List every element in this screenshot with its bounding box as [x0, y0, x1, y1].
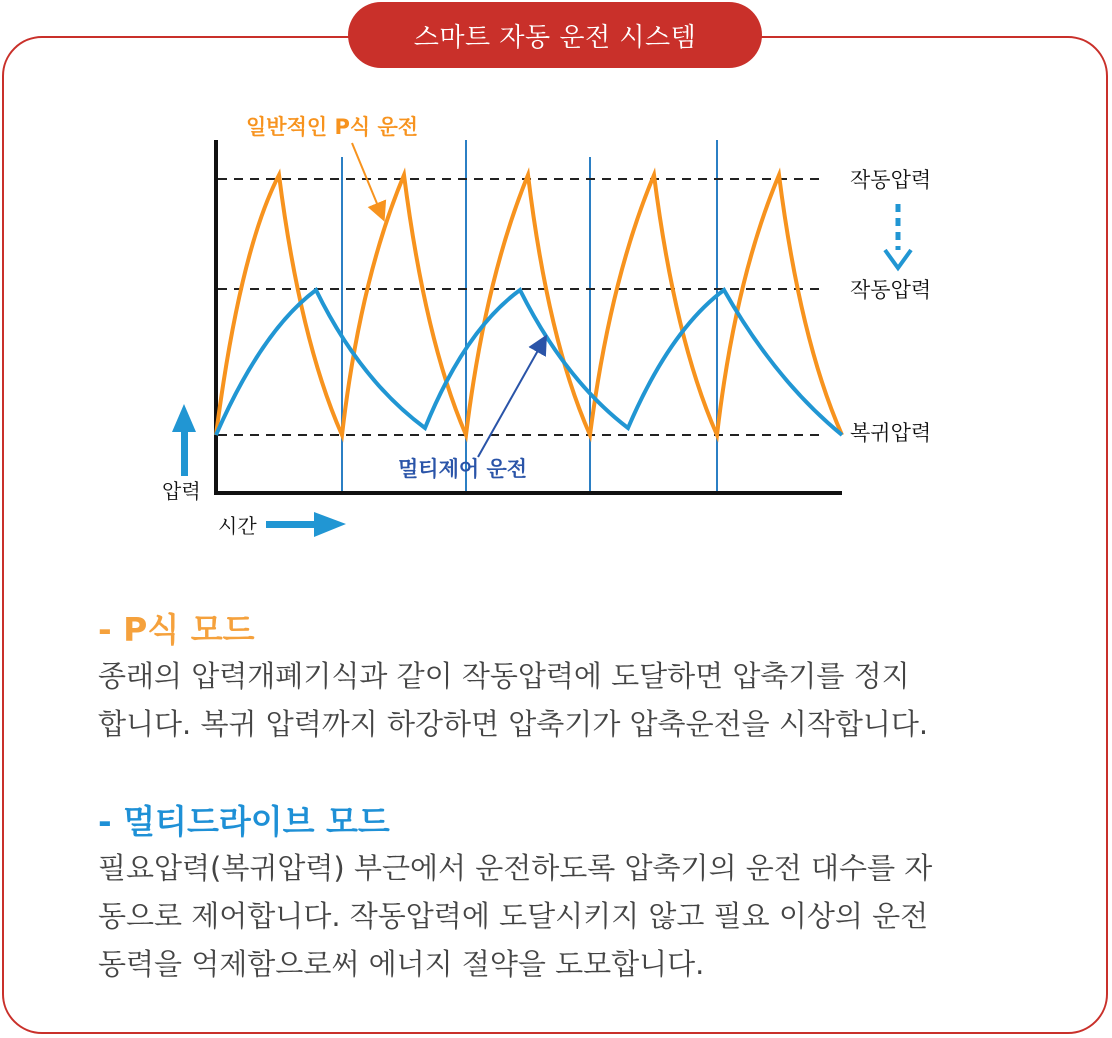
p-mode-description [98, 652, 1058, 748]
work-pressure-label-top: 작동압력 [850, 168, 932, 192]
p-mode-title: - P식 모드 [98, 610, 255, 649]
y-axis-label: 압력 [162, 479, 201, 503]
work-pressure-label-mid: 작동압력 [850, 278, 932, 302]
multi-drive-line-2: 동으로 제어합니다. 작동압력에 도달시키지 않고 필요 이상의 운전 [98, 899, 929, 933]
p-mode-label: 일반적인 P식 운전 [246, 115, 419, 139]
pressure-up-arrow [172, 404, 196, 476]
header-title: 스마트 자동 운전 시스템 [348, 2, 762, 68]
multi-drive-title: - 멀티드라이브 모드 [98, 802, 390, 841]
multi-drive-line-1: 필요압력(복귀압력) 부근에서 운전하도록 압축기의 운전 대수를 자 [98, 851, 933, 885]
return-pressure-label: 복귀압력 [850, 421, 932, 445]
axes [214, 140, 842, 495]
multi-drive-line-3: 동력을 억제함으로써 에너지 절약을 도모합니다. [98, 947, 705, 981]
pressure-change-arrow [885, 204, 911, 268]
x-axis-label: 시간 [218, 514, 257, 538]
p-mode-pointer-arrow [352, 143, 383, 218]
multi-control-curve [216, 290, 842, 435]
time-right-arrow [266, 512, 346, 537]
p-mode-line-1: 종래의 압력개폐기식과 같이 작동압력에 도달하면 압축기를 정지 [98, 659, 910, 693]
multi-drive-description [98, 844, 1058, 988]
p-mode-line-2: 합니다. 복귀 압력까지 하강하면 압축기가 압축운전을 시작합니다. [98, 707, 929, 741]
multi-control-label: 멀티제어 운전 [398, 457, 528, 481]
multi-pointer-arrow [478, 338, 545, 457]
